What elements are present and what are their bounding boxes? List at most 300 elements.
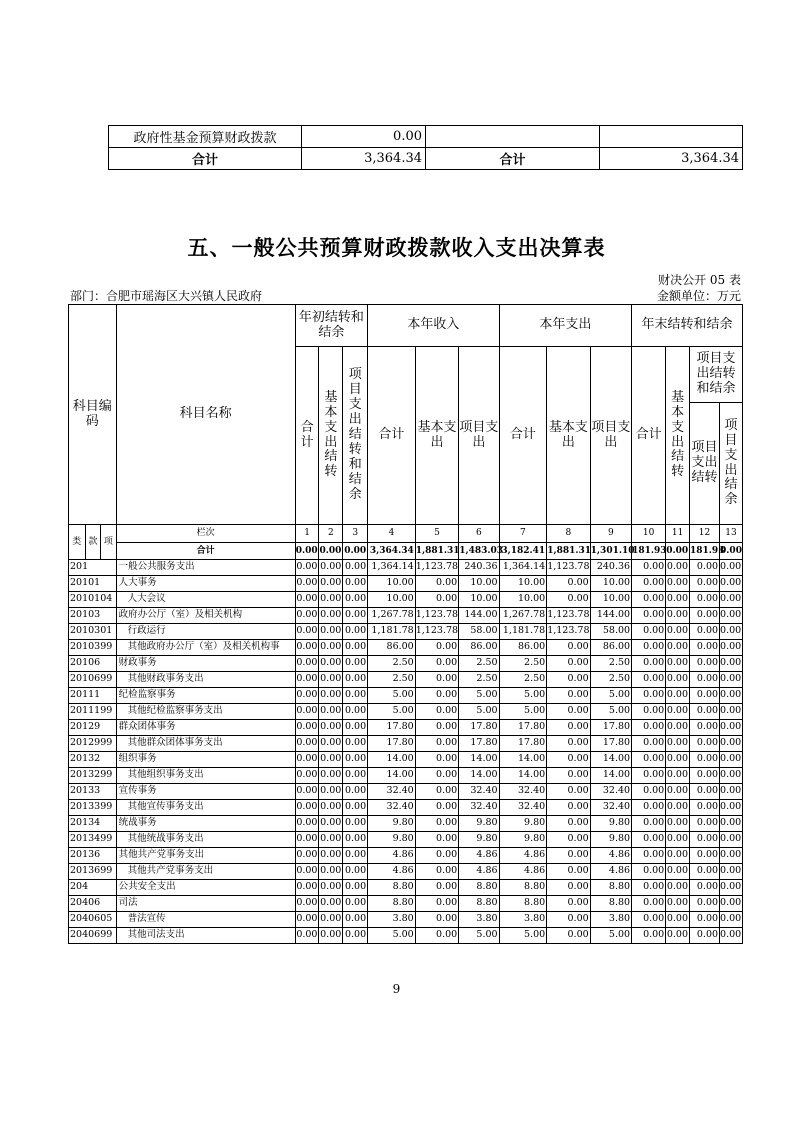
amount-cell: 0.00	[720, 656, 743, 672]
amount-cell: 0.00	[415, 896, 458, 912]
table-row	[69, 768, 743, 784]
amount-cell: 0.00	[666, 864, 690, 880]
amount-cell: 9.80	[499, 816, 547, 832]
amount-cell: 0.00	[547, 800, 590, 816]
amount-cell: 0.00	[632, 928, 666, 944]
column-number: 9	[590, 525, 631, 543]
table-row	[69, 640, 743, 656]
amount-cell: 0.00	[690, 880, 720, 896]
amount-cell: 2.50	[368, 656, 416, 672]
amount-cell: 0.00	[343, 592, 368, 608]
table-row	[69, 880, 743, 896]
amount-cell: 0.00	[720, 848, 743, 864]
amount-cell: 1,267.78	[368, 608, 416, 624]
amount-cell: 8.80	[368, 896, 416, 912]
amount-cell: 5.00	[459, 704, 499, 720]
sum-cell: 0.00	[720, 543, 743, 560]
amount-cell: 2.50	[499, 656, 547, 672]
empty-cell	[600, 126, 743, 148]
amount-cell: 0.00	[415, 672, 458, 688]
amount-cell: 0.00	[666, 560, 690, 576]
amount-cell: 0.00	[690, 864, 720, 880]
column-number: 2	[319, 525, 343, 543]
amount-cell: 0.00	[415, 848, 458, 864]
amount-cell: 0.00	[295, 704, 319, 720]
amount-cell: 0.00	[547, 832, 590, 848]
amount-cell: 0.00	[632, 736, 666, 752]
amount-cell: 0.00	[319, 624, 343, 640]
sum-cell: 1,881.31	[415, 543, 458, 560]
amount-cell: 0.00	[632, 864, 666, 880]
amount-cell: 0.00	[295, 784, 319, 800]
amount-cell: 0.00	[295, 864, 319, 880]
amount-cell: 0.00	[343, 576, 368, 592]
budget-table	[68, 304, 743, 944]
amount-cell: 58.00	[459, 624, 499, 640]
amount-cell: 0.00	[666, 688, 690, 704]
amount-cell: 0.00	[415, 816, 458, 832]
amount-cell: 0.00	[666, 928, 690, 944]
unit-label: 金额单位：万元	[656, 289, 741, 303]
amount-cell: 0.00	[319, 576, 343, 592]
amount-cell: 0.00	[319, 640, 343, 656]
subject-name: 其他政府办公厅（室）及相关机构事	[116, 640, 295, 656]
amount-cell: 240.36	[590, 560, 631, 576]
amount-cell: 1,123.78	[547, 608, 590, 624]
amount-cell: 4.86	[499, 848, 547, 864]
amount-cell: 32.40	[499, 784, 547, 800]
amount-cell: 17.80	[590, 736, 631, 752]
amount-cell: 9.80	[590, 816, 631, 832]
amount-cell: 0.00	[343, 832, 368, 848]
amount-cell: 0.00	[415, 736, 458, 752]
amount-cell: 17.80	[590, 720, 631, 736]
amount-cell: 4.86	[499, 864, 547, 880]
amount-cell: 4.86	[368, 848, 416, 864]
income-total-value: 3,364.34	[302, 148, 426, 170]
fund-value: 0.00	[302, 126, 426, 148]
opening-total-header: 合计	[295, 347, 319, 525]
table-row	[69, 576, 743, 592]
amount-cell: 0.00	[343, 848, 368, 864]
amount-cell: 10.00	[459, 576, 499, 592]
subject-code: 20106	[69, 656, 117, 672]
amount-cell: 4.86	[459, 848, 499, 864]
amount-cell: 5.00	[499, 928, 547, 944]
amount-cell: 5.00	[499, 688, 547, 704]
closing-project-header: 项目支出结转和结余	[690, 347, 743, 403]
subject-name: 财政事务	[116, 656, 295, 672]
subject-code: 2013399	[69, 800, 117, 816]
amount-cell: 9.80	[368, 816, 416, 832]
amount-cell: 0.00	[319, 832, 343, 848]
amount-cell: 0.00	[720, 688, 743, 704]
amount-cell: 0.00	[666, 640, 690, 656]
subject-code: 20136	[69, 848, 117, 864]
amount-cell: 0.00	[690, 640, 720, 656]
amount-cell: 32.40	[590, 800, 631, 816]
amount-cell: 0.00	[632, 640, 666, 656]
amount-cell: 0.00	[295, 624, 319, 640]
xiang-header: 项	[101, 525, 117, 560]
page-number: 9	[392, 982, 401, 996]
amount-cell: 14.00	[368, 752, 416, 768]
amount-cell: 5.00	[590, 688, 631, 704]
sum-cell: 0.00	[666, 543, 690, 560]
expense-header: 本年支出	[499, 305, 631, 347]
amount-cell: 0.00	[295, 896, 319, 912]
amount-cell: 0.00	[720, 928, 743, 944]
amount-cell: 0.00	[415, 592, 458, 608]
table-row	[69, 752, 743, 768]
amount-cell: 0.00	[319, 800, 343, 816]
amount-cell: 0.00	[415, 800, 458, 816]
amount-cell: 0.00	[547, 704, 590, 720]
amount-cell: 0.00	[547, 592, 590, 608]
amount-cell: 0.00	[295, 832, 319, 848]
sum-label: 合计	[116, 543, 295, 560]
amount-cell: 0.00	[666, 704, 690, 720]
amount-cell: 0.00	[415, 704, 458, 720]
amount-cell: 0.00	[720, 768, 743, 784]
amount-cell: 9.80	[459, 832, 499, 848]
amount-cell: 0.00	[632, 688, 666, 704]
amount-cell: 0.00	[666, 608, 690, 624]
amount-cell: 32.40	[368, 784, 416, 800]
amount-cell: 5.00	[590, 928, 631, 944]
amount-cell: 17.80	[499, 720, 547, 736]
amount-cell: 14.00	[590, 768, 631, 784]
amount-cell: 0.00	[343, 560, 368, 576]
fund-summary-table	[108, 125, 743, 170]
table-row	[69, 784, 743, 800]
amount-cell: 0.00	[690, 928, 720, 944]
subject-code: 2011199	[69, 704, 117, 720]
subject-name: 其他组织事务支出	[116, 768, 295, 784]
amount-cell: 58.00	[590, 624, 631, 640]
amount-cell: 0.00	[666, 784, 690, 800]
amount-cell: 10.00	[459, 592, 499, 608]
amount-cell: 5.00	[459, 928, 499, 944]
amount-cell: 9.80	[590, 832, 631, 848]
amount-cell: 0.00	[343, 752, 368, 768]
amount-cell: 0.00	[666, 720, 690, 736]
amount-cell: 0.00	[415, 576, 458, 592]
amount-cell: 0.00	[547, 736, 590, 752]
amount-cell: 0.00	[295, 816, 319, 832]
amount-cell: 0.00	[690, 848, 720, 864]
amount-cell: 0.00	[343, 816, 368, 832]
amount-cell: 0.00	[690, 736, 720, 752]
amount-cell: 4.86	[459, 864, 499, 880]
subject-name: 群众团体事务	[116, 720, 295, 736]
amount-cell: 0.00	[666, 896, 690, 912]
amount-cell: 0.00	[632, 784, 666, 800]
amount-cell: 0.00	[343, 912, 368, 928]
amount-cell: 0.00	[632, 880, 666, 896]
kuan-header: 款	[85, 525, 101, 560]
amount-cell: 0.00	[547, 720, 590, 736]
amount-cell: 0.00	[319, 592, 343, 608]
amount-cell: 86.00	[459, 640, 499, 656]
amount-cell: 5.00	[368, 704, 416, 720]
amount-cell: 240.36	[459, 560, 499, 576]
amount-cell: 10.00	[590, 576, 631, 592]
amount-cell: 9.80	[368, 832, 416, 848]
amount-cell: 0.00	[319, 704, 343, 720]
amount-cell: 0.00	[319, 768, 343, 784]
amount-cell: 0.00	[720, 896, 743, 912]
income-basic-header: 基本支出	[415, 347, 458, 525]
sum-cell: 3,364.34	[368, 543, 416, 560]
subject-name: 其他宣传事务支出	[116, 800, 295, 816]
amount-cell: 4.86	[590, 848, 631, 864]
amount-cell: 144.00	[459, 608, 499, 624]
amount-cell: 0.00	[343, 784, 368, 800]
amount-cell: 0.00	[319, 848, 343, 864]
amount-cell: 0.00	[690, 752, 720, 768]
amount-cell: 17.80	[368, 720, 416, 736]
amount-cell: 32.40	[499, 800, 547, 816]
amount-cell: 2.50	[499, 672, 547, 688]
amount-cell: 0.00	[666, 800, 690, 816]
amount-cell: 0.00	[415, 688, 458, 704]
amount-cell: 2.50	[590, 672, 631, 688]
amount-cell: 0.00	[632, 800, 666, 816]
sum-cell: 1,483.03	[459, 543, 499, 560]
table-row	[109, 126, 743, 148]
closing-project-balance-header: 项目支出结余	[720, 403, 743, 525]
amount-cell: 8.80	[499, 896, 547, 912]
amount-cell: 17.80	[459, 736, 499, 752]
amount-cell: 5.00	[368, 928, 416, 944]
amount-cell: 3.80	[499, 912, 547, 928]
amount-cell: 0.00	[720, 816, 743, 832]
amount-cell: 0.00	[343, 720, 368, 736]
amount-cell: 0.00	[295, 656, 319, 672]
subject-name-header: 科目名称	[116, 305, 295, 525]
amount-cell: 0.00	[343, 656, 368, 672]
amount-cell: 0.00	[343, 880, 368, 896]
amount-cell: 0.00	[319, 720, 343, 736]
amount-cell: 8.80	[459, 880, 499, 896]
closing-total-header: 合计	[632, 347, 666, 525]
amount-cell: 0.00	[547, 880, 590, 896]
subject-code: 2010301	[69, 624, 117, 640]
amount-cell: 86.00	[499, 640, 547, 656]
amount-cell: 0.00	[343, 688, 368, 704]
amount-cell: 0.00	[415, 928, 458, 944]
amount-cell: 0.00	[319, 608, 343, 624]
amount-cell: 0.00	[632, 896, 666, 912]
amount-cell: 0.00	[666, 768, 690, 784]
amount-cell: 0.00	[666, 672, 690, 688]
amount-cell: 0.00	[295, 560, 319, 576]
amount-cell: 0.00	[343, 624, 368, 640]
amount-cell: 86.00	[368, 640, 416, 656]
table-row	[69, 864, 743, 880]
amount-cell: 0.00	[295, 768, 319, 784]
subject-code: 20101	[69, 576, 117, 592]
amount-cell: 10.00	[368, 576, 416, 592]
income-header: 本年收入	[368, 305, 499, 347]
amount-cell: 9.80	[459, 816, 499, 832]
amount-cell: 5.00	[590, 704, 631, 720]
subject-name: 宣传事务	[116, 784, 295, 800]
amount-cell: 14.00	[499, 768, 547, 784]
amount-cell: 0.00	[666, 624, 690, 640]
amount-cell: 1,123.78	[415, 560, 458, 576]
amount-cell: 10.00	[368, 592, 416, 608]
amount-cell: 14.00	[590, 752, 631, 768]
table-row	[69, 736, 743, 752]
amount-cell: 14.00	[459, 768, 499, 784]
table-row	[69, 896, 743, 912]
amount-cell: 0.00	[415, 656, 458, 672]
table-number: 财决公开 05 表	[658, 273, 741, 287]
lei-header: 类	[69, 525, 86, 560]
amount-cell: 8.80	[499, 880, 547, 896]
amount-cell: 0.00	[632, 576, 666, 592]
amount-cell: 14.00	[368, 768, 416, 784]
closing-project-carry-header: 项目支出结转	[690, 403, 720, 525]
amount-cell: 0.00	[319, 784, 343, 800]
expense-project-header: 项目支出	[590, 347, 631, 525]
amount-cell: 0.00	[343, 928, 368, 944]
sum-row	[69, 543, 743, 560]
table-row	[69, 560, 743, 576]
subject-code: 2040605	[69, 912, 117, 928]
amount-cell: 0.00	[319, 656, 343, 672]
fund-label: 政府性基金预算财政拨款	[109, 126, 302, 148]
income-total-label: 合计	[109, 148, 302, 170]
table-row	[69, 624, 743, 640]
amount-cell: 0.00	[720, 912, 743, 928]
amount-cell: 0.00	[295, 752, 319, 768]
amount-cell: 0.00	[343, 672, 368, 688]
amount-cell: 0.00	[632, 704, 666, 720]
subject-name: 其他共产党事务支出	[116, 848, 295, 864]
amount-cell: 0.00	[415, 784, 458, 800]
amount-cell: 32.40	[459, 800, 499, 816]
subject-code: 20129	[69, 720, 117, 736]
amount-cell: 0.00	[690, 800, 720, 816]
amount-cell: 0.00	[720, 832, 743, 848]
amount-cell: 0.00	[632, 624, 666, 640]
amount-cell: 0.00	[690, 704, 720, 720]
amount-cell: 0.00	[690, 720, 720, 736]
row-number-label: 栏次	[116, 525, 295, 543]
amount-cell: 0.00	[690, 608, 720, 624]
sum-cell: 1,301.10	[590, 543, 631, 560]
amount-cell: 0.00	[690, 624, 720, 640]
amount-cell: 8.80	[459, 896, 499, 912]
column-number: 4	[368, 525, 416, 543]
amount-cell: 1,181.78	[499, 624, 547, 640]
amount-cell: 0.00	[632, 608, 666, 624]
amount-cell: 0.00	[632, 832, 666, 848]
amount-cell: 0.00	[720, 784, 743, 800]
amount-cell: 0.00	[690, 656, 720, 672]
subject-name: 人大会议	[116, 592, 295, 608]
amount-cell: 0.00	[666, 592, 690, 608]
amount-cell: 0.00	[547, 848, 590, 864]
empty-cell	[426, 126, 600, 148]
amount-cell: 5.00	[499, 704, 547, 720]
amount-cell: 0.00	[343, 768, 368, 784]
amount-cell: 5.00	[368, 688, 416, 704]
amount-cell: 0.00	[720, 608, 743, 624]
column-number: 7	[499, 525, 547, 543]
amount-cell: 1,123.78	[415, 608, 458, 624]
amount-cell: 0.00	[343, 640, 368, 656]
amount-cell: 0.00	[720, 800, 743, 816]
amount-cell: 0.00	[319, 752, 343, 768]
opening-project-header: 项目支出结转和结余	[343, 347, 368, 525]
subject-code: 2010104	[69, 592, 117, 608]
amount-cell: 0.00	[720, 752, 743, 768]
amount-cell: 8.80	[590, 880, 631, 896]
table-row	[69, 928, 743, 944]
amount-cell: 0.00	[547, 752, 590, 768]
amount-cell: 0.00	[666, 736, 690, 752]
income-total-header: 合计	[368, 347, 416, 525]
amount-cell: 0.00	[415, 832, 458, 848]
amount-cell: 0.00	[547, 672, 590, 688]
amount-cell: 144.00	[590, 608, 631, 624]
subject-code: 20132	[69, 752, 117, 768]
amount-cell: 0.00	[632, 768, 666, 784]
subject-code: 2010699	[69, 672, 117, 688]
amount-cell: 0.00	[690, 896, 720, 912]
amount-cell: 0.00	[547, 640, 590, 656]
amount-cell: 0.00	[690, 768, 720, 784]
amount-cell: 0.00	[690, 672, 720, 688]
subject-code: 20103	[69, 608, 117, 624]
table-row	[69, 656, 743, 672]
table-row	[69, 800, 743, 816]
amount-cell: 5.00	[459, 688, 499, 704]
table-row	[69, 704, 743, 720]
amount-cell: 2.50	[590, 656, 631, 672]
amount-cell: 14.00	[459, 752, 499, 768]
amount-cell: 0.00	[547, 768, 590, 784]
amount-cell: 0.00	[415, 640, 458, 656]
expense-total-label: 合计	[426, 148, 600, 170]
amount-cell: 0.00	[343, 896, 368, 912]
amount-cell: 10.00	[499, 576, 547, 592]
subject-name: 纪检监察事务	[116, 688, 295, 704]
subject-name: 统战事务	[116, 816, 295, 832]
column-number: 1	[295, 525, 319, 543]
amount-cell: 0.00	[319, 736, 343, 752]
amount-cell: 0.00	[415, 864, 458, 880]
subject-code: 20111	[69, 688, 117, 704]
subject-name: 组织事务	[116, 752, 295, 768]
amount-cell: 3.80	[590, 912, 631, 928]
subject-name: 人大事务	[116, 576, 295, 592]
sum-cell: 181.93	[690, 543, 720, 560]
department-label: 部门：合肥市瑶海区大兴镇人民政府	[70, 289, 263, 303]
amount-cell: 0.00	[319, 928, 343, 944]
amount-cell: 0.00	[632, 816, 666, 832]
subject-name: 行政运行	[116, 624, 295, 640]
sum-cell: 1,881.31	[547, 543, 590, 560]
subject-code: 2040699	[69, 928, 117, 944]
amount-cell: 0.00	[632, 752, 666, 768]
amount-cell: 2.50	[459, 672, 499, 688]
amount-cell: 0.00	[343, 608, 368, 624]
